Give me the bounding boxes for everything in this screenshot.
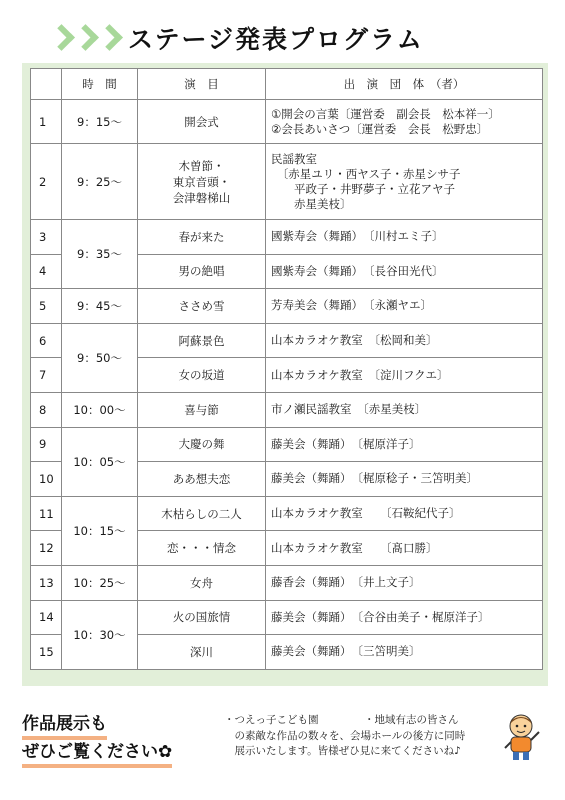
performer-line: ①開会の言葉〔運営委 副会長 松本祥一〕: [271, 106, 500, 121]
performer-line: 市ノ瀬民謡教室 〔赤星美枝〕: [271, 402, 427, 417]
row-performers: [266, 144, 543, 220]
performer-line: 藤香会（舞踊） 〔井上文子〕: [271, 575, 421, 590]
performer-line: 藤美会（舞踊） 〔梶原洋子〕: [271, 436, 421, 451]
row-number: 2: [31, 144, 62, 220]
child-mascot-icon: [500, 712, 542, 762]
program-line: 東京音頭・: [172, 174, 231, 189]
row-time: 10：30～: [62, 600, 138, 669]
row-number: 3: [31, 220, 62, 255]
performer-line: 山本カラオケ教室 〔石鞍紀代子〕: [271, 506, 461, 521]
table-row: [31, 100, 543, 144]
performer-line: 赤星美枝〕: [271, 196, 352, 211]
header-time: 時 間: [62, 69, 138, 100]
chevron-decoration-icon: [52, 28, 124, 47]
row-time: 9：45～: [62, 289, 138, 324]
row-time: 10：25～: [62, 565, 138, 600]
performer-line: 芳寿美会（舞踊） 〔永瀬ヤエ〕: [271, 298, 432, 313]
row-number: 10: [31, 462, 62, 497]
row-program: [138, 100, 266, 144]
row-performers: [266, 100, 543, 144]
performer-line: 藤美会（舞踊） 〔梶原稔子・三笘明美〕: [271, 471, 478, 486]
row-time: 10：00～: [62, 392, 138, 427]
table-row: [31, 323, 543, 358]
performer-line: 山本カラオケ教室 〔松岡和美〕: [271, 333, 438, 348]
table-row: [31, 144, 543, 220]
performer-line: 藤美会（舞踊） 〔三笘明美〕: [271, 644, 421, 659]
table-row: [31, 220, 543, 255]
performer-line: ②会長あいさつ〔運営委 会長 松野忠〕: [271, 121, 489, 136]
row-time: 10：15～: [62, 496, 138, 565]
exhibition-text: [224, 713, 514, 760]
table-row: [31, 427, 543, 462]
program-line: ささめ雪: [178, 298, 225, 313]
table-row: [31, 496, 543, 531]
header-num: [31, 69, 62, 100]
program-line: 木曽節・: [178, 158, 225, 173]
performer-line: 〔赤星ユリ・西ヤス子・赤星シサ子: [271, 166, 461, 181]
table-row: [31, 289, 543, 324]
row-performers: [266, 392, 543, 427]
row-performers: [266, 462, 543, 497]
row-time: 9：25～: [62, 144, 138, 220]
row-performers: [266, 496, 543, 531]
row-program: [138, 565, 266, 600]
row-performers: [266, 358, 543, 393]
program-line: 深川: [190, 644, 213, 659]
performer-line: 平政子・井野夢子・立花アヤ子: [271, 181, 455, 196]
row-number: 11: [31, 496, 62, 531]
row-performers: [266, 635, 543, 670]
performer-line: 國紫寿会（舞踊） 〔川村エミ子〕: [271, 229, 444, 244]
exhibition-item-1: ・つえっ子こども園: [224, 714, 319, 726]
exhibition-item-2: ・地域有志の皆さん: [364, 714, 459, 726]
row-program: [138, 289, 266, 324]
row-program: [138, 254, 266, 289]
header-performers: 出 演 団 体 （者）: [266, 69, 543, 100]
row-number: 6: [31, 323, 62, 358]
program-line: 女舟: [190, 575, 213, 590]
row-time: 10：05～: [62, 427, 138, 496]
row-number: 15: [31, 635, 62, 670]
row-performers: [266, 323, 543, 358]
program-line: 阿蘇景色: [178, 333, 225, 348]
exhibition-title-line1: 作品展示も: [22, 712, 107, 740]
row-program: [138, 220, 266, 255]
table-row: [31, 392, 543, 427]
row-performers: [266, 254, 543, 289]
row-program: [138, 427, 266, 462]
row-program: [138, 496, 266, 531]
header: [0, 0, 565, 62]
program-table: [30, 68, 543, 670]
row-number: 12: [31, 531, 62, 566]
program-line: 春が来た: [178, 229, 225, 244]
program-line: 火の国旅情: [172, 610, 231, 625]
row-program: [138, 600, 266, 635]
row-time: 9：35～: [62, 220, 138, 289]
row-program: [138, 144, 266, 220]
page-title: ステージ発表プログラム: [128, 25, 424, 54]
row-number: 8: [31, 392, 62, 427]
row-performers: [266, 600, 543, 635]
program-line: 会津磐梯山: [172, 190, 231, 205]
row-number: 14: [31, 600, 62, 635]
row-performers: [266, 565, 543, 600]
program-line: 開会式: [184, 114, 219, 129]
row-program: [138, 531, 266, 566]
program-line: 女の坂道: [178, 368, 225, 383]
table-row: [31, 600, 543, 635]
row-performers: [266, 427, 543, 462]
program-line: 大慶の舞: [178, 437, 225, 452]
row-number: 4: [31, 254, 62, 289]
program-panel: [22, 63, 548, 686]
row-number: 7: [31, 358, 62, 393]
row-number: 5: [31, 289, 62, 324]
row-number: 9: [31, 427, 62, 462]
row-performers: [266, 220, 543, 255]
performer-line: 民謡教室: [271, 151, 317, 166]
row-number: 1: [31, 100, 62, 144]
exhibition-text-line3: 展示いたします。皆様ぜひ見に来てくださいね♪: [224, 745, 461, 757]
program-line: 喜与節: [184, 402, 219, 417]
performer-line: 山本カラオケ教室 〔淀川フクエ〕: [271, 367, 449, 382]
program-line: ああ想夫恋: [172, 471, 231, 486]
program-line: 男の絶唱: [178, 264, 225, 279]
performer-line: 國紫寿会（舞踊） 〔長谷田光代〕: [271, 263, 444, 278]
exhibition-title-line2: ぜひご覧ください✿: [22, 740, 172, 768]
row-number: 13: [31, 565, 62, 600]
row-program: [138, 462, 266, 497]
row-performers: [266, 531, 543, 566]
performer-line: 山本カラオケ教室 〔髙口勝〕: [271, 540, 438, 555]
row-program: [138, 323, 266, 358]
row-program: [138, 392, 266, 427]
row-performers: [266, 289, 543, 324]
table-header-row: [31, 69, 543, 100]
table-row: [31, 565, 543, 600]
program-line: 恋・・・情念: [167, 541, 236, 556]
program-line: 木枯らしの二人: [161, 506, 242, 521]
exhibition-text-line2: の素敵な作品の数々を、会場ホールの後方に同時: [224, 729, 466, 742]
row-program: [138, 358, 266, 393]
header-program: 演 目: [138, 69, 266, 100]
row-time: 9：15～: [62, 100, 138, 144]
performer-line: 藤美会（舞踊） 〔合谷由美子・梶原洋子〕: [271, 609, 490, 624]
row-program: [138, 635, 266, 670]
exhibition-title: [22, 712, 172, 768]
row-time: 9：50～: [62, 323, 138, 392]
